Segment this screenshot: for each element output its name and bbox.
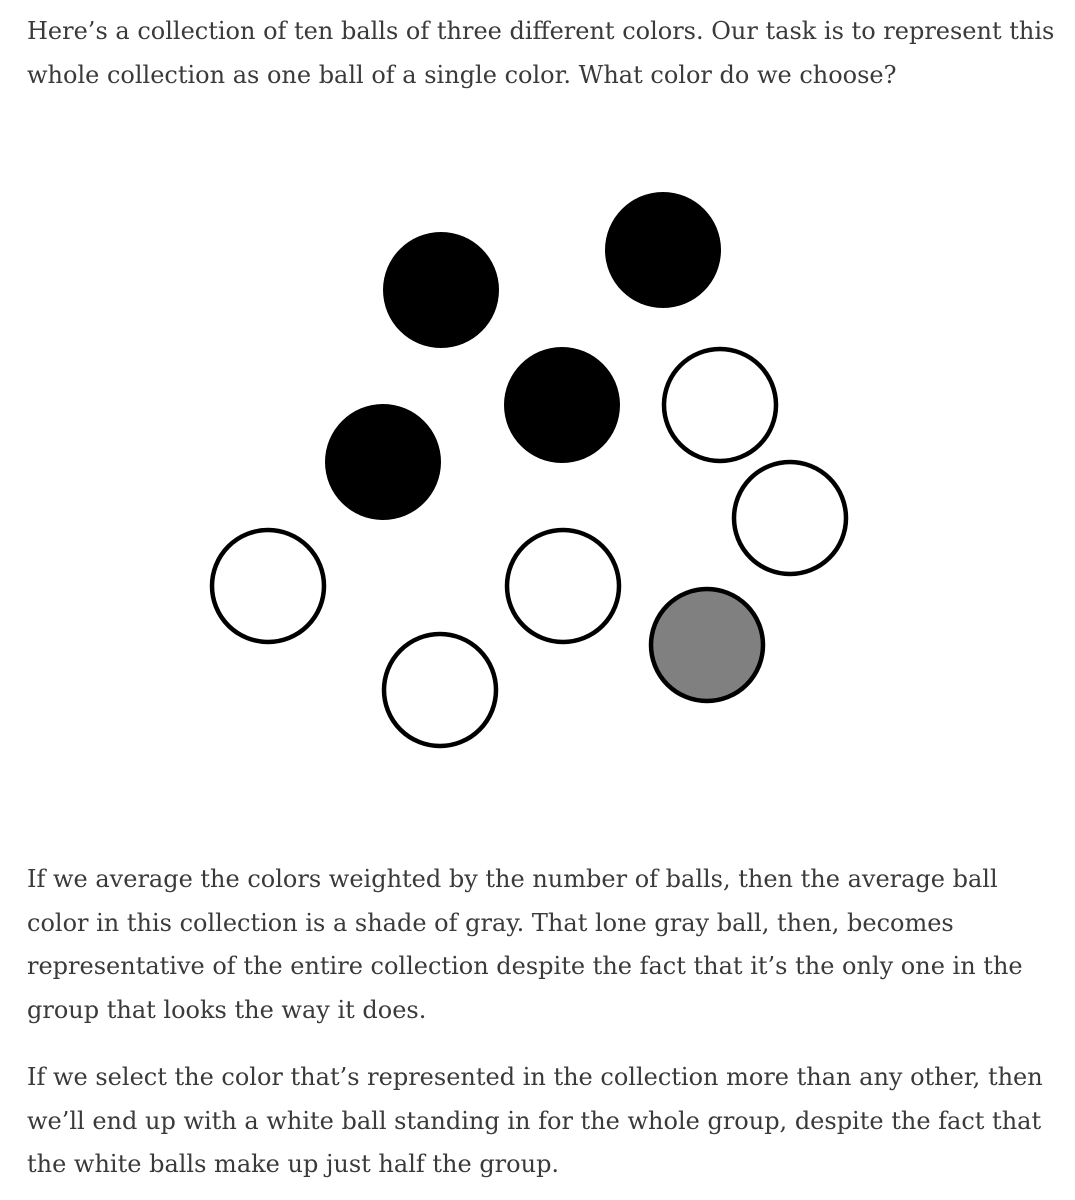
intro-paragraph: Here’s a collection of ten balls of three different colors. Our task is to represent this whole collection as one ball of a single color. What color do we choose? (27, 17, 1055, 89)
white-ball (212, 530, 324, 642)
black-ball (325, 404, 441, 520)
ball-collection-figure (0, 170, 1075, 770)
gray-ball (651, 589, 763, 701)
average-paragraph: If we average the colors weighted by the number of balls, then the average ball color in this collection is a shade of gray. That lone gray ball, then, becomes representative of the entire collection despite the fact that it’s the only one in the group that looks the way it does. (27, 865, 1023, 1024)
black-ball (383, 232, 499, 348)
white-ball (734, 462, 846, 574)
black-ball (504, 347, 620, 463)
black-ball (605, 192, 721, 308)
white-ball (384, 634, 496, 746)
mode-paragraph: If we select the color that’s represented in the collection more than any other, then we’ll end up with a white ball standing in for the whole group, despite the fact that the white balls make up just half the group. (27, 1063, 1043, 1178)
white-ball (664, 349, 776, 461)
white-ball (507, 530, 619, 642)
